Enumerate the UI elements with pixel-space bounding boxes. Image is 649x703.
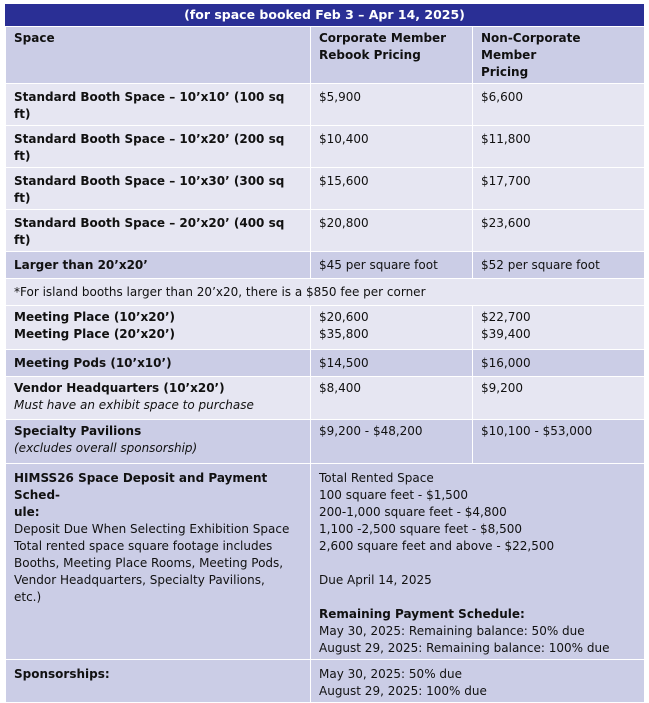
vendor-hq-label: Vendor Headquarters (10’x20’) xyxy=(14,381,225,395)
table-row xyxy=(6,126,645,168)
row-space: Standard Booth Space – 10’x30’ (300 sq ft) xyxy=(6,168,311,210)
row-corp-price: $45 per square foot xyxy=(311,252,473,279)
island-note-row xyxy=(6,279,645,306)
header-space: Space xyxy=(6,27,311,84)
row-space: Standard Booth Space – 10’x10’ (100 sq ft) xyxy=(6,84,311,126)
row-space: Standard Booth Space – 10’x20’ (200 sq ft) xyxy=(6,126,311,168)
row-noncorp-price: $52 per square foot xyxy=(473,252,645,279)
meeting-place-corp: $20,600 $35,800 xyxy=(311,306,473,350)
meeting-place-row xyxy=(6,306,645,350)
row-corp-price: $10,400 xyxy=(311,126,473,168)
meeting-pods-row xyxy=(6,350,645,377)
row-corp-price: $20,800 xyxy=(311,210,473,252)
row-noncorp-price: $23,600 xyxy=(473,210,645,252)
deposit-row xyxy=(6,464,645,660)
vendor-hq-noncorp: $9,200 xyxy=(473,377,645,420)
remaining-schedule-heading: Remaining Payment Schedule: xyxy=(319,607,525,621)
pricing-document xyxy=(5,4,644,703)
deposit-schedule: Total Rented Space 100 square feet - $1,500 200-1,000 square feet - $4,800 1,100 -2,500 square feet - $8,500 2,600 square feet and above - $22,500 Due April 14, 2025 Remaining Payment Schedule: May 30, 2025: Remaining balance: 50% due August 29, 2025: Remaining balance: 100% due xyxy=(311,464,645,660)
row-noncorp-price: $11,800 xyxy=(473,126,645,168)
table-row xyxy=(6,168,645,210)
row-noncorp-price: $17,700 xyxy=(473,168,645,210)
vendor-hq-cell xyxy=(6,377,311,420)
row-corp-price: $15,600 xyxy=(311,168,473,210)
table-row xyxy=(6,84,645,126)
header-row xyxy=(6,27,645,84)
sponsorships-schedule: May 30, 2025: 50% due August 29, 2025: 100% due xyxy=(311,660,645,703)
row-space: Larger than 20’x20’ xyxy=(6,252,311,279)
meeting-place-noncorp: $22,700 $39,400 xyxy=(473,306,645,350)
header-noncorporate: Non-Corporate Member Pricing xyxy=(473,27,645,84)
deposit-due-date: Due April 14, 2025 xyxy=(319,573,432,587)
vendor-hq-corp: $8,400 xyxy=(311,377,473,420)
row-noncorp-price: $6,600 xyxy=(473,84,645,126)
table-row xyxy=(6,252,645,279)
pavilions-corp: $9,200 - $48,200 xyxy=(311,420,473,464)
row-space: Standard Booth Space – 20’x20’ (400 sq ft) xyxy=(6,210,311,252)
row-corp-price: $5,900 xyxy=(311,84,473,126)
meeting-pods-label: Meeting Pods (10’x10’) xyxy=(6,350,311,377)
pricing-table xyxy=(5,26,645,703)
pavilions-noncorp: $10,100 - $53,000 xyxy=(473,420,645,464)
meeting-pods-corp: $14,500 xyxy=(311,350,473,377)
island-note: *For island booths larger than 20’x20, there is a $850 fee per corner xyxy=(6,279,645,306)
pavilions-note: (excludes overall sponsorship) xyxy=(14,441,198,455)
vendor-hq-row xyxy=(6,377,645,420)
header-corporate: Corporate Member Rebook Pricing xyxy=(311,27,473,84)
pavilions-label: Specialty Pavilions xyxy=(14,424,142,438)
table-title: (for space booked Feb 3 – Apr 14, 2025) xyxy=(5,4,644,26)
meeting-place-labels: Meeting Place (10’x20’) Meeting Place (20’x20’) xyxy=(6,306,311,350)
sponsorships-row xyxy=(6,660,645,703)
pavilions-row xyxy=(6,420,645,464)
sponsorships-label: Sponsorships: xyxy=(6,660,311,703)
deposit-description: HIMSS26 Space Deposit and Payment Sched- ule: Deposit Due When Selecting Exhibition Space Total rented space square footage includes Booths, Meeting Place Rooms, Meeting Pods, Vendor Headquarters, Specialty Pavilions, etc.) xyxy=(6,464,311,660)
vendor-hq-note: Must have an exhibit space to purchase xyxy=(14,398,254,412)
meeting-pods-noncorp: $16,000 xyxy=(473,350,645,377)
pavilions-cell xyxy=(6,420,311,464)
table-row xyxy=(6,210,645,252)
